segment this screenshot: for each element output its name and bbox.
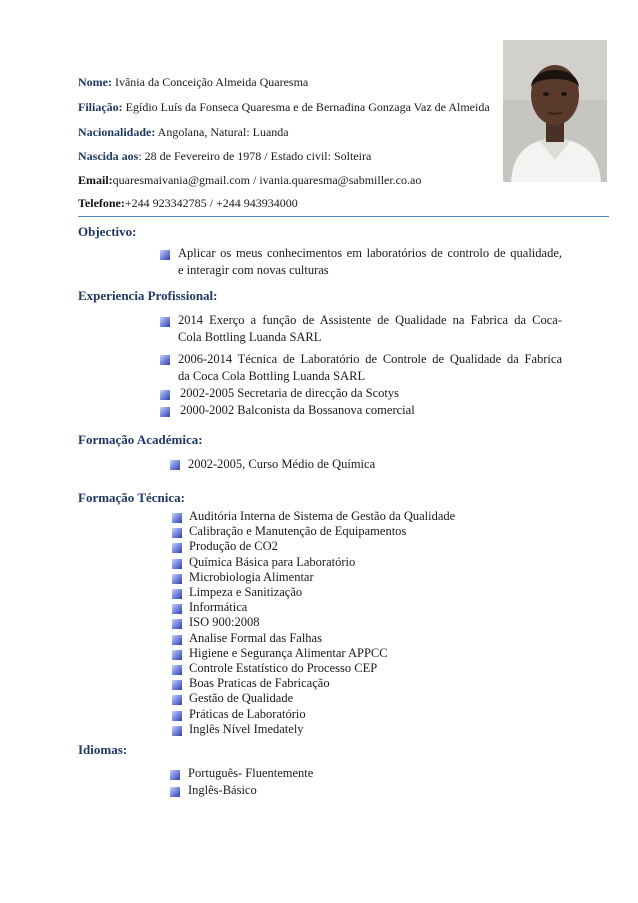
formacao-tecnica-item: Calibração e Manutenção de Equipamentos [189,524,407,539]
square-bullet-icon [172,680,182,690]
experiencia-line-2: da Coca Cola Bottling Luanda SARL [178,369,366,383]
section-idiomas-title: Idiomas: [78,742,128,757]
idioma-item: Inglês-Básico [188,783,257,797]
square-bullet-icon [172,574,182,584]
info-label: Telefone: [78,196,125,210]
formacao-tecnica-item: Microbiologia Alimentar [189,569,314,584]
square-bullet-icon [172,513,182,523]
formacao-tecnica-item: Inglês Nível Imedately [189,721,304,736]
square-bullet-icon [172,635,182,645]
info-label: Filiação: [78,100,123,114]
formacao-tecnica-item: Práticas de Laboratório [189,706,306,721]
formacao-tecnica-item: Controle Estatístico do Processo CEP [189,661,378,675]
square-bullet-icon [172,604,182,614]
formacao-tecnica-item: Auditória Interna de Sistema de Gestão da Qualidade [189,509,456,523]
info-telefone [78,196,298,211]
experiencia-line-1: 2006-2014 Técnica de Laboratório de Controle de Qualidade da Fabrica [178,352,562,366]
info-email [78,173,421,188]
section-objectivo-title: Objectivo: [78,224,137,239]
square-bullet-icon [172,711,182,721]
info-label: Email: [78,173,113,187]
square-bullet-icon [170,460,180,470]
experiencia-item [178,351,562,385]
square-bullet-icon [172,619,182,629]
square-bullet-icon [172,559,182,569]
formacao-academica-item: 2002-2005, Curso Médio de Química [188,457,376,471]
experiencia-line-1: 2014 Exerço a função de Assistente de Qualidade na Fabrica da Coca- [178,313,562,327]
square-bullet-icon [160,250,170,260]
formacao-tecnica-item: Analise Formal das Falhas [189,630,322,645]
formacao-tecnica-item: Química Básica para Laboratório [189,554,356,569]
objectivo-text [178,245,562,279]
info-filiacao [78,100,490,115]
square-bullet-icon [160,390,170,400]
info-value: Ivânia da Conceição Almeida Quaresma [111,75,309,89]
idioma-item: Português- Fluentemente [188,766,314,780]
info-label: Nome: [78,75,112,89]
square-bullet-icon [160,355,170,365]
formacao-tecnica-item: Informática [189,600,248,615]
info-nascida [78,149,371,164]
info-label: Nascida aos [78,149,139,163]
formacao-tecnica-item: ISO 900:2008 [189,615,260,630]
formacao-tecnica-item: Produção de CO2 [189,539,278,554]
section-formacao-academica-title: Formação Académica: [78,432,203,447]
formacao-tecnica-item: Limpeza e Sanitização [189,585,303,599]
info-label: Nacionalidade: [78,125,156,139]
formacao-tecnica-item: Higiene e Segurança Alimentar APPCC [189,645,388,660]
profile-photo-image [503,40,607,182]
square-bullet-icon [160,317,170,327]
formacao-tecnica-item: Boas Praticas de Fabricação [189,676,330,691]
square-bullet-icon [172,528,182,538]
info-value: : 28 de Fevereiro de 1978 / Estado civil: Solteira [138,149,372,163]
square-bullet-icon [170,787,180,797]
experiencia-line-2: Cola Bottling Luanda SARL [178,330,322,344]
info-nome [78,75,308,90]
experiencia-item: 2002-2005 Secretaria de direcção da Scotys [180,386,400,400]
section-experiencia-title: Experiencia Profissional: [78,288,218,303]
square-bullet-icon [160,407,170,417]
objectivo-line-2: e interagir com novas culturas [178,263,329,277]
square-bullet-icon [172,695,182,705]
section-formacao-tecnica-title: Formação Técnica: [78,490,185,505]
experiencia-item [178,312,562,346]
header-divider [78,216,609,217]
square-bullet-icon [170,770,180,780]
objectivo-line-1: Aplicar os meus conhecimentos em laboratórios de controlo de qualidade, [178,246,562,260]
square-bullet-icon [172,665,182,675]
info-value[interactable]: quaresmaivania@gmail.com / ivania.quaresma@sabmiller.co.ao [112,173,422,187]
info-value: +244 923342785 / +244 943934000 [124,196,298,210]
square-bullet-icon [172,589,182,599]
info-value: Angolana, Natural: Luanda [155,125,289,139]
info-value: Egídio Luís da Fonseca Quaresma e de Bernadina Gonzaga Vaz de Almeida [122,100,490,114]
square-bullet-icon [172,726,182,736]
square-bullet-icon [172,543,182,553]
square-bullet-icon [172,650,182,660]
info-nacionalidade [78,125,289,140]
formacao-tecnica-item: Gestão de Qualidade [189,691,294,706]
profile-photo [503,40,607,182]
experiencia-item: 2000-2002 Balconista da Bossanova comercial [180,403,415,417]
